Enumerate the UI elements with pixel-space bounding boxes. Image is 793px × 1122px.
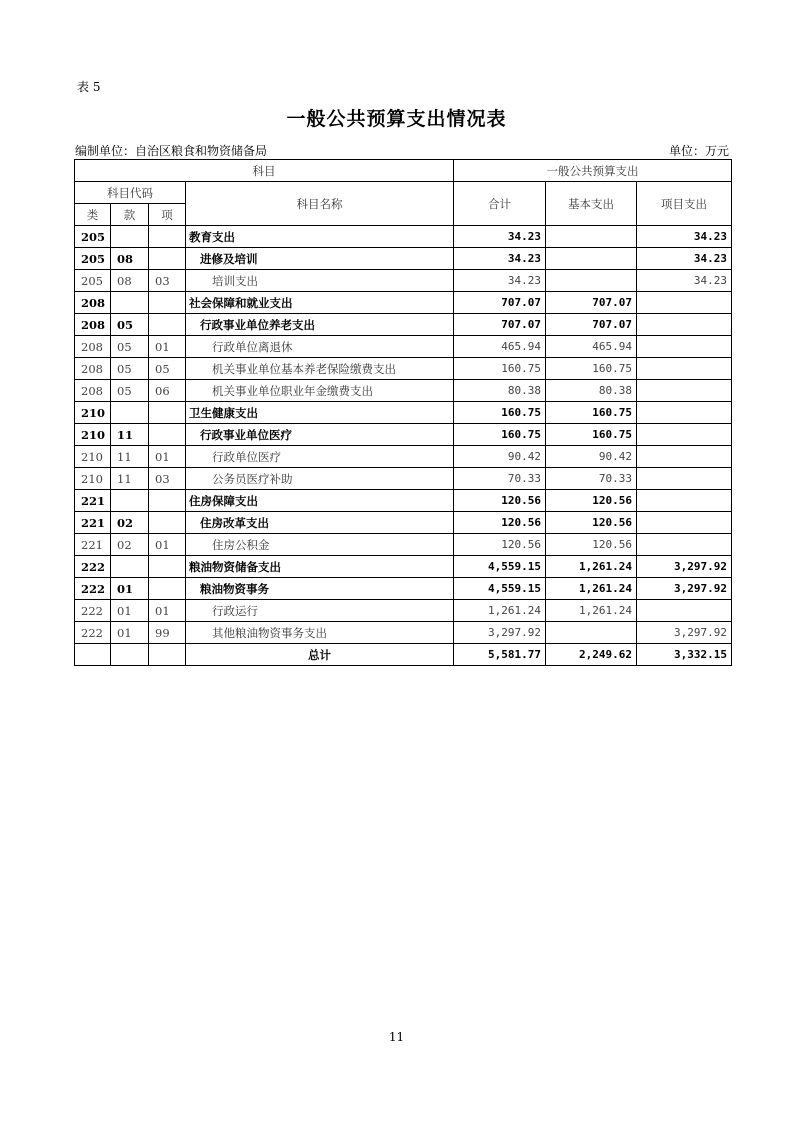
- lei-cell: 210: [75, 424, 111, 446]
- project-cell: [637, 314, 732, 336]
- xiang-cell: 01: [149, 600, 186, 622]
- total-cell: 707.07: [454, 292, 546, 314]
- total-cell: 80.38: [454, 380, 546, 402]
- kuan-cell: 05: [111, 314, 149, 336]
- kuan-cell: 02: [111, 534, 149, 556]
- kuan-cell: 02: [111, 512, 149, 534]
- basic-cell: [546, 226, 637, 248]
- kuan-cell: 01: [111, 622, 149, 644]
- lei-cell: 221: [75, 490, 111, 512]
- project-cell: 3,297.92: [637, 556, 732, 578]
- kuan-cell: 11: [111, 468, 149, 490]
- xiang-cell: [149, 248, 186, 270]
- grand-basic-value: 2,249.62: [546, 644, 637, 666]
- subject-name-cell: 住房公积金: [186, 534, 454, 556]
- table-number-label: 表 5: [77, 80, 101, 94]
- kuan-cell: 11: [111, 446, 149, 468]
- table-row: [75, 578, 732, 600]
- project-header: 项目支出: [637, 182, 732, 226]
- basic-cell: [546, 622, 637, 644]
- subject-name-cell: 教育支出: [186, 226, 454, 248]
- xiang-cell: [149, 424, 186, 446]
- project-cell: [637, 534, 732, 556]
- subject-name-cell: 机关事业单位职业年金缴费支出: [186, 380, 454, 402]
- lei-cell: 208: [75, 380, 111, 402]
- total-cell: 3,297.92: [454, 622, 546, 644]
- project-cell: [637, 446, 732, 468]
- table-row: [75, 336, 732, 358]
- project-cell: [637, 424, 732, 446]
- lei-cell: 210: [75, 446, 111, 468]
- table-body: [75, 226, 732, 644]
- total-cell: 1,261.24: [454, 600, 546, 622]
- xiang-cell: 01: [149, 446, 186, 468]
- project-cell: [637, 490, 732, 512]
- basic-cell: [546, 270, 637, 292]
- subject-name-cell: 进修及培训: [186, 248, 454, 270]
- page-number: 11: [388, 1030, 405, 1044]
- basic-cell: 120.56: [546, 534, 637, 556]
- table-row: [75, 424, 732, 446]
- kuan-cell: 05: [111, 358, 149, 380]
- kuan-cell: [111, 292, 149, 314]
- total-lei-cell: [75, 644, 111, 666]
- basic-cell: 1,261.24: [546, 600, 637, 622]
- basic-cell: 707.07: [546, 314, 637, 336]
- total-cell: 160.75: [454, 358, 546, 380]
- subject-name-cell: 行政事业单位医疗: [186, 424, 454, 446]
- lei-header: 类: [75, 204, 111, 226]
- lei-cell: 222: [75, 578, 111, 600]
- table-row: [75, 292, 732, 314]
- subject-name-cell: 机关事业单位基本养老保险缴费支出: [186, 358, 454, 380]
- project-cell: [637, 600, 732, 622]
- total-cell: 34.23: [454, 248, 546, 270]
- total-xiang-cell: [149, 644, 186, 666]
- compiling-unit: 编制单位：自治区粮食和物资储备局: [75, 144, 268, 158]
- table-row: [75, 358, 732, 380]
- basic-cell: 160.75: [546, 358, 637, 380]
- lei-cell: 221: [75, 534, 111, 556]
- basic-cell: [546, 248, 637, 270]
- subject-name-cell: 行政事业单位养老支出: [186, 314, 454, 336]
- kuan-cell: [111, 402, 149, 424]
- table-row: [75, 380, 732, 402]
- xiang-cell: [149, 578, 186, 600]
- table-row: [75, 490, 732, 512]
- total-cell: 34.23: [454, 270, 546, 292]
- total-cell: 707.07: [454, 314, 546, 336]
- xiang-cell: [149, 556, 186, 578]
- kuan-cell: 05: [111, 336, 149, 358]
- subject-name-cell: 社会保障和就业支出: [186, 292, 454, 314]
- kuan-cell: 01: [111, 578, 149, 600]
- xiang-cell: 06: [149, 380, 186, 402]
- basic-cell: 80.38: [546, 380, 637, 402]
- basic-cell: 70.33: [546, 468, 637, 490]
- table-row: [75, 600, 732, 622]
- basic-cell: 707.07: [546, 292, 637, 314]
- total-cell: 120.56: [454, 490, 546, 512]
- subject-name-cell: 公务员医疗补助: [186, 468, 454, 490]
- lei-cell: 208: [75, 292, 111, 314]
- table-header: [75, 160, 732, 226]
- total-cell: 120.56: [454, 512, 546, 534]
- table-row: [75, 226, 732, 248]
- xiang-cell: 01: [149, 336, 186, 358]
- total-cell: 70.33: [454, 468, 546, 490]
- code-group-header: 科目代码: [75, 182, 186, 204]
- total-kuan-cell: [111, 644, 149, 666]
- subject-name-header: 科目名称: [186, 182, 454, 226]
- total-cell: 160.75: [454, 402, 546, 424]
- total-cell: 4,559.15: [454, 578, 546, 600]
- table-row: [75, 248, 732, 270]
- subject-name-cell: 行政单位离退休: [186, 336, 454, 358]
- kuan-cell: 01: [111, 600, 149, 622]
- lei-cell: 208: [75, 358, 111, 380]
- xiang-header: 项: [149, 204, 186, 226]
- project-cell: 3,297.92: [637, 622, 732, 644]
- total-cell: 160.75: [454, 424, 546, 446]
- table-row: [75, 446, 732, 468]
- lei-cell: 210: [75, 468, 111, 490]
- lei-cell: 222: [75, 556, 111, 578]
- basic-cell: 160.75: [546, 402, 637, 424]
- subject-name-cell: 行政运行: [186, 600, 454, 622]
- project-cell: [637, 292, 732, 314]
- lei-cell: 205: [75, 226, 111, 248]
- project-cell: 34.23: [637, 270, 732, 292]
- total-header: 合计: [454, 182, 546, 226]
- project-cell: 34.23: [637, 226, 732, 248]
- subject-name-cell: 其他粮油物资事务支出: [186, 622, 454, 644]
- kuan-cell: [111, 490, 149, 512]
- table-row: [75, 622, 732, 644]
- kuan-cell: 05: [111, 380, 149, 402]
- kuan-cell: 11: [111, 424, 149, 446]
- subject-name-cell: 卫生健康支出: [186, 402, 454, 424]
- table-row: [75, 468, 732, 490]
- project-cell: [637, 336, 732, 358]
- xiang-cell: 03: [149, 468, 186, 490]
- basic-cell: 1,261.24: [546, 556, 637, 578]
- lei-cell: 222: [75, 600, 111, 622]
- total-cell: 465.94: [454, 336, 546, 358]
- basic-header: 基本支出: [546, 182, 637, 226]
- xiang-cell: [149, 292, 186, 314]
- budget-group-header: 一般公共预算支出: [454, 160, 732, 182]
- total-cell: 34.23: [454, 226, 546, 248]
- basic-cell: 160.75: [546, 424, 637, 446]
- table-row: [75, 556, 732, 578]
- subject-name-cell: 行政单位医疗: [186, 446, 454, 468]
- table-row: [75, 534, 732, 556]
- xiang-cell: [149, 402, 186, 424]
- xiang-cell: [149, 512, 186, 534]
- basic-cell: 465.94: [546, 336, 637, 358]
- subject-name-cell: 粮油物资事务: [186, 578, 454, 600]
- budget-table: [74, 159, 732, 666]
- table-row: [75, 270, 732, 292]
- document-title: 一般公共预算支出情况表: [286, 108, 507, 130]
- total-cell: 90.42: [454, 446, 546, 468]
- subject-name-cell: 培训支出: [186, 270, 454, 292]
- project-cell: [637, 468, 732, 490]
- kuan-cell: 08: [111, 270, 149, 292]
- lei-cell: 205: [75, 270, 111, 292]
- project-cell: 3,297.92: [637, 578, 732, 600]
- project-cell: [637, 358, 732, 380]
- project-cell: [637, 512, 732, 534]
- xiang-cell: [149, 490, 186, 512]
- grand-project-value: 3,332.15: [637, 644, 732, 666]
- lei-cell: 210: [75, 402, 111, 424]
- kuan-cell: [111, 556, 149, 578]
- subject-name-cell: 住房改革支出: [186, 512, 454, 534]
- lei-cell: 205: [75, 248, 111, 270]
- project-cell: [637, 402, 732, 424]
- kuan-header: 款: [111, 204, 149, 226]
- grand-total-value: 5,581.77: [454, 644, 546, 666]
- xiang-cell: [149, 226, 186, 248]
- xiang-cell: 03: [149, 270, 186, 292]
- xiang-cell: 05: [149, 358, 186, 380]
- basic-cell: 120.56: [546, 490, 637, 512]
- basic-cell: 90.42: [546, 446, 637, 468]
- subject-name-cell: 住房保障支出: [186, 490, 454, 512]
- table-row: [75, 314, 732, 336]
- table-row: [75, 402, 732, 424]
- kuan-cell: 08: [111, 248, 149, 270]
- subject-name-cell: 粮油物资储备支出: [186, 556, 454, 578]
- currency-unit: 单位：万元: [668, 144, 729, 158]
- lei-cell: 221: [75, 512, 111, 534]
- lei-cell: 208: [75, 336, 111, 358]
- xiang-cell: [149, 314, 186, 336]
- basic-cell: 120.56: [546, 512, 637, 534]
- project-cell: 34.23: [637, 248, 732, 270]
- lei-cell: 208: [75, 314, 111, 336]
- project-cell: [637, 380, 732, 402]
- kuan-cell: [111, 226, 149, 248]
- total-label: 总计: [186, 644, 454, 666]
- total-cell: 120.56: [454, 534, 546, 556]
- xiang-cell: 99: [149, 622, 186, 644]
- total-row: [75, 644, 732, 666]
- basic-cell: 1,261.24: [546, 578, 637, 600]
- lei-cell: 222: [75, 622, 111, 644]
- xiang-cell: 01: [149, 534, 186, 556]
- subject-header: 科目: [75, 160, 454, 182]
- table-row: [75, 512, 732, 534]
- total-cell: 4,559.15: [454, 556, 546, 578]
